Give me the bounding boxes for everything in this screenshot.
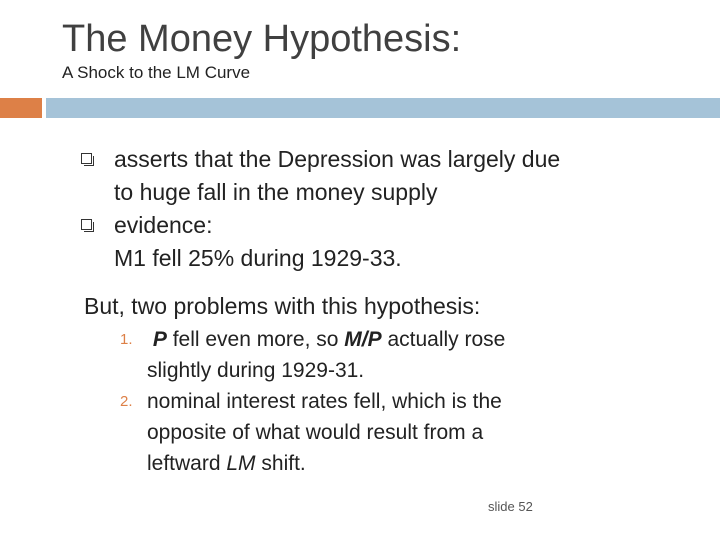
square-bullet-icon [81,219,92,230]
bullet-item [78,209,698,275]
var-m-over-p: M/P [344,328,382,351]
bullet-text-line: to huge fall in the money supply [114,179,438,205]
bullet-list [78,143,698,275]
var-lm: LM [226,452,256,475]
bullet-text-line: evidence: [114,212,213,238]
numbered-item [120,386,700,479]
square-bullet-icon [81,153,92,164]
item-text-line [147,324,700,355]
item-text: leftward [147,452,227,475]
numbered-item [120,324,700,386]
item-text-line: slightly during 1929-31. [147,359,365,382]
numbered-list [120,324,700,479]
slide-number: slide 52 [488,499,533,514]
item-text-line [147,448,700,479]
bullet-text-line: M1 fell 25% during 1929-33. [114,245,402,271]
item-text-line: nominal interest rates fell, which is the [147,390,502,413]
list-number: 1. [120,331,133,348]
slide-subtitle: A Shock to the LM Curve [62,63,251,82]
slide-title: The Money Hypothesis: [62,18,462,60]
header-accent-bar [0,98,42,118]
var-p: P [152,328,167,351]
bullet-item [78,143,698,209]
header-divider-bar [46,98,720,118]
item-text: actually rose [381,328,506,351]
problems-intro: But, two problems with this hypothesis: [84,293,481,319]
list-number: 2. [120,393,133,410]
item-text-line: opposite of what would result from a [147,421,484,444]
item-text: shift. [255,452,306,475]
item-text: fell even more, so [166,328,345,351]
bullet-text-line: asserts that the Depression was largely due [114,146,561,172]
